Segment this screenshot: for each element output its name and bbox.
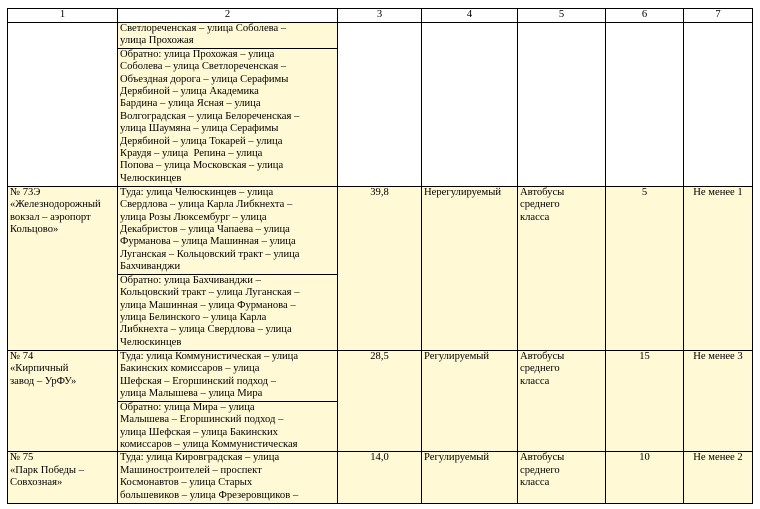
header-cell: 2 bbox=[118, 9, 338, 23]
header-cell: 7 bbox=[684, 9, 753, 23]
route-interval-cell: Не менее 1 bbox=[684, 186, 753, 350]
header-cell: 6 bbox=[606, 9, 684, 23]
table-row bbox=[8, 452, 753, 504]
route-number-cell: № 73Э «Железнодорожный вокзал – аэропорт Кольцово» bbox=[8, 186, 118, 350]
route-mode-cell: Нерегулируемый bbox=[422, 186, 518, 350]
route-number-cell bbox=[8, 23, 118, 187]
route-count-cell: 15 bbox=[606, 350, 684, 452]
header-cell: 5 bbox=[518, 9, 606, 23]
route-table bbox=[7, 8, 753, 504]
route-path-forward: Туда: улица Коммунистическая – улица Бакинских комиссаров – улица Шефская – Егоршинский подход – улица Малышева – улица Мира bbox=[118, 350, 338, 401]
route-length-cell: 28,5 bbox=[338, 350, 422, 452]
route-number-cell: № 74 «Кирпичный завод – УрФУ» bbox=[8, 350, 118, 452]
route-path-back: Обратно: улица Мира – улица Малышева – Егоршинский подход – улица Шефская – улица Бакинских комиссаров – улица Коммунистическая bbox=[118, 401, 338, 452]
route-number-cell: № 75 «Парк Победы – Совхозная» bbox=[8, 452, 118, 504]
route-mode-cell bbox=[422, 23, 518, 187]
route-count-cell bbox=[606, 23, 684, 187]
route-vehicle-cell: Автобусы среднего класса bbox=[518, 186, 606, 350]
header-cell: 4 bbox=[422, 9, 518, 23]
route-path-back: Обратно: улица Прохожая – улица Соболева – улица Светлореченская – Объездная дорога – улица Серафимы Дерябиной – улица Академика Бардина – улица Ясная – улица Волгоградская – улица Белореченская – улица Шаумяна – улица Серафимы Дерябиной – улица Токарей – улица Краудя – улица Репина – улица Попова – улица Московская – улица Челюскинцев bbox=[118, 48, 338, 186]
route-vehicle-cell: Автобусы среднего класса bbox=[518, 350, 606, 452]
route-vehicle-cell: Автобусы среднего класса bbox=[518, 452, 606, 504]
route-count-cell: 10 bbox=[606, 452, 684, 504]
header-cell: 3 bbox=[338, 9, 422, 23]
header-row bbox=[8, 9, 753, 23]
route-mode-cell: Регулируемый bbox=[422, 350, 518, 452]
route-path-forward: Светлореченская – улица Соболева – улица Прохожая bbox=[118, 23, 338, 49]
route-path-back: Обратно: улица Бахчиванджи – Кольцовский тракт – улица Луганская – улица Машинная – улица Фурманова – улица Белинского – улица Карла Либкнехта – улица Свердлова – улица Челюскинцев bbox=[118, 274, 338, 350]
route-mode-cell: Регулируемый bbox=[422, 452, 518, 504]
route-count-cell: 5 bbox=[606, 186, 684, 350]
route-length-cell: 39,8 bbox=[338, 186, 422, 350]
header-cell: 1 bbox=[8, 9, 118, 23]
route-vehicle-cell bbox=[518, 23, 606, 187]
route-interval-cell bbox=[684, 23, 753, 187]
route-interval-cell: Не менее 2 bbox=[684, 452, 753, 504]
table-row bbox=[8, 23, 753, 49]
table-row bbox=[8, 350, 753, 401]
route-interval-cell: Не менее 3 bbox=[684, 350, 753, 452]
route-path-forward: Туда: улица Челюскинцев – улица Свердлова – улица Карла Либкнехта – улица Розы Люксембург – улица Декабристов – улица Чапаева – улица Фурманова – улица Машинная – улица Луганская – Кольцовский тракт – улица Бахчиванджи bbox=[118, 186, 338, 274]
route-path-forward: Туда: улица Кировградская – улица Машиностроителей – проспект Космонавтов – улица Старых большевиков – улица Фрезеровщиков – bbox=[118, 452, 338, 504]
route-length-cell bbox=[338, 23, 422, 187]
route-length-cell: 14,0 bbox=[338, 452, 422, 504]
table-row bbox=[8, 186, 753, 274]
